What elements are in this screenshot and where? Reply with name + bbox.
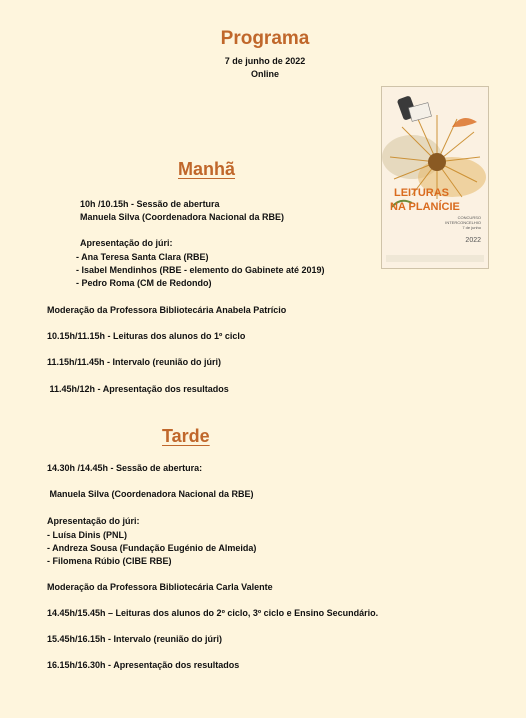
poster-logo-strip [386, 255, 484, 262]
afternoon-jury-item: - Andreza Sousa (Fundação Eugénio de Almeida) [47, 543, 257, 553]
poster-title-1: LEITURAS [394, 187, 449, 199]
section-afternoon-heading: Tarde [162, 426, 210, 446]
morning-opening-person: Manuela Silva (Coordenadora Nacional da RBE) [80, 212, 285, 222]
poster-subtitle-1: CONCURSO [457, 215, 481, 220]
poster-title-2: NA PLANÍCIE [390, 201, 460, 213]
morning-jury-item: - Isabel Mendinhos (RBE - elemento do Gabinete até 2019) [76, 265, 325, 275]
section-morning-heading: Manhã [178, 159, 236, 179]
afternoon-opening-person: Manuela Silva (Coordenadora Nacional da RBE) [47, 489, 254, 499]
morning-jury-item: - Ana Teresa Santa Clara (RBE) [76, 252, 209, 262]
afternoon-jury-heading: Apresentação do júri: [47, 516, 140, 526]
morning-schedule-item: 10.15h/11.15h - Leituras dos alunos do 1º ciclo [47, 331, 246, 341]
morning-opening-time: 10h /10.15h - Sessão de abertura [80, 199, 220, 209]
poster-year: 2022 [465, 237, 481, 244]
afternoon-schedule-item: 16.15h/16.30h - Apresentação dos resultados [47, 660, 240, 670]
afternoon-jury-item: - Filomena Rúbio (CIBE RBE) [47, 556, 172, 566]
morning-jury-heading: Apresentação do júri: [80, 238, 173, 248]
poster-subtitle-2: INTERCONCELHIO [445, 220, 481, 225]
afternoon-opening-time: 14.30h /14.45h - Sessão de abertura: [47, 463, 203, 473]
afternoon-schedule-item: 14.45h/15.45h – Leituras dos alunos do 2º ciclo, 3º ciclo e Ensino Secundário. [47, 608, 379, 618]
page-title: Programa [220, 28, 310, 49]
event-poster [381, 86, 489, 269]
event-mode: Online [250, 69, 279, 79]
afternoon-jury-item: - Luísa Dinis (PNL) [47, 530, 128, 540]
afternoon-schedule-item: 15.45h/16.15h - Intervalo (reunião do júri) [47, 634, 223, 644]
afternoon-moderation: Moderação da Professora Bibliotecária Carla Valente [47, 582, 273, 592]
morning-jury-item: - Pedro Roma (CM de Redondo) [76, 278, 212, 288]
morning-moderation: Moderação da Professora Bibliotecária Anabela Patrício [47, 305, 287, 315]
morning-schedule-item: 11.45h/12h - Apresentação dos resultados [47, 384, 229, 394]
morning-schedule-item: 11.15h/11.45h - Intervalo (reunião do júri) [47, 357, 222, 367]
event-date: 7 de junho de 2022 [224, 56, 306, 66]
poster-subtitle-3: 7 de junho [462, 225, 481, 230]
